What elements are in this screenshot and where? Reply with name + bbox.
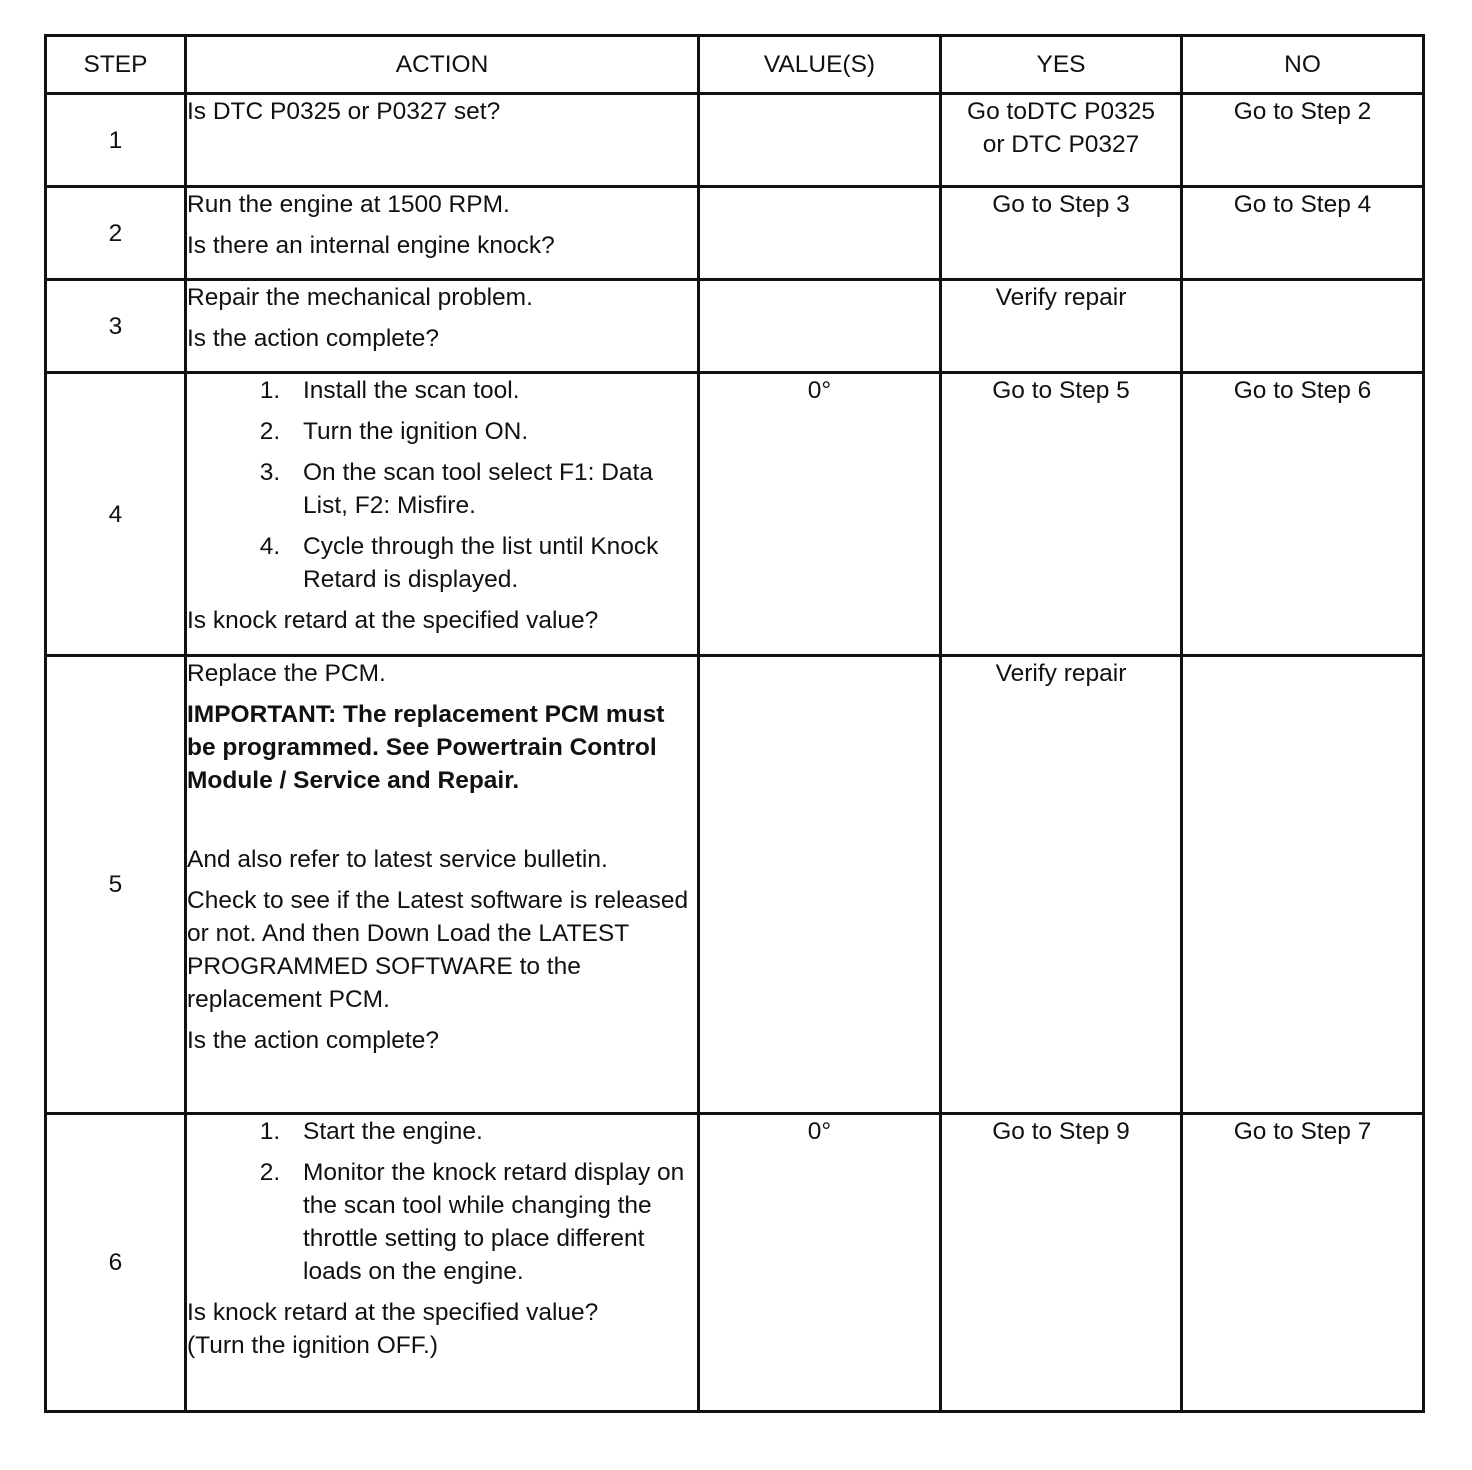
list-item: 3. On the scan tool select F1: Data List, F2: Misfire. [287, 456, 697, 522]
action-text: Replace the PCM. [187, 660, 386, 687]
table-row [46, 280, 1424, 373]
table-row [46, 656, 1424, 1114]
table-row [46, 187, 1424, 280]
action-list [187, 1115, 697, 1288]
no-cell [1182, 280, 1424, 373]
action-note: (Turn the ignition OFF.) [187, 1332, 438, 1359]
value-cell [699, 656, 941, 1114]
header-no: NO [1182, 36, 1424, 94]
value-cell [699, 280, 941, 373]
list-item: 1. Start the engine. [287, 1115, 697, 1148]
diagnostic-table [44, 34, 1425, 1413]
list-item: 1. Install the scan tool. [287, 374, 697, 407]
step-number: 4 [46, 373, 186, 656]
action-text: Is the action complete? [187, 325, 439, 352]
header-values: VALUE(S) [699, 36, 941, 94]
header-row [46, 36, 1424, 94]
action-cell [186, 656, 699, 1114]
value-cell: 0° [699, 1114, 941, 1412]
action-text: And also refer to latest service bulletin. [187, 846, 608, 873]
action-cell [186, 187, 699, 280]
action-question: Is the action complete? [187, 1027, 439, 1054]
important-note: IMPORTANT: The replacement PCM must be programmed. See Powertrain Control Module / Service and Repair. [187, 701, 665, 794]
yes-cell: Verify repair [941, 280, 1182, 373]
value-cell [699, 94, 941, 187]
table-row [46, 1114, 1424, 1412]
header-step: STEP [46, 36, 186, 94]
yes-cell [941, 94, 1182, 187]
step-number: 6 [46, 1114, 186, 1412]
action-question: Is knock retard at the specified value? [187, 1299, 599, 1326]
action-cell [186, 1114, 699, 1412]
yes-text: or DTC P0327 [982, 131, 1140, 158]
action-cell [186, 280, 699, 373]
yes-cell: Go to Step 5 [941, 373, 1182, 656]
yes-cell: Go to Step 3 [941, 187, 1182, 280]
step-number: 3 [46, 280, 186, 373]
table-row [46, 373, 1424, 656]
list-item: 2. Monitor the knock retard display on the scan tool while changing the throttle setting to place different loads on the engine. [287, 1156, 697, 1288]
action-text: Is there an internal engine knock? [187, 232, 555, 259]
list-item: 4. Cycle through the list until Knock Retard is displayed. [287, 530, 697, 596]
no-cell: Go to Step 7 [1182, 1114, 1424, 1412]
action-list [187, 374, 697, 596]
yes-cell: Go to Step 9 [941, 1114, 1182, 1412]
table-row [46, 94, 1424, 187]
action-text: Check to see if the Latest software is released or not. And then Down Load the LATEST PROGRAMMED SOFTWARE to the replacement PCM. [187, 887, 689, 1013]
step-number: 1 [46, 94, 186, 187]
header-yes: YES [941, 36, 1182, 94]
step-number: 2 [46, 187, 186, 280]
header-action: ACTION [186, 36, 699, 94]
no-cell [1182, 656, 1424, 1114]
step-number: 5 [46, 656, 186, 1114]
action-text: Is DTC P0325 or P0327 set? [187, 98, 501, 125]
yes-text: Go toDTC P0325 [967, 98, 1155, 125]
action-cell [186, 373, 699, 656]
value-cell: 0° [699, 373, 941, 656]
action-cell [186, 94, 699, 187]
action-text: Repair the mechanical problem. [187, 284, 533, 311]
no-cell: Go to Step 6 [1182, 373, 1424, 656]
value-cell [699, 187, 941, 280]
yes-cell: Verify repair [941, 656, 1182, 1114]
list-item: 2. Turn the ignition ON. [287, 415, 697, 448]
action-question: Is knock retard at the specified value? [187, 607, 599, 634]
action-text: Run the engine at 1500 RPM. [187, 191, 510, 218]
no-cell: Go to Step 4 [1182, 187, 1424, 280]
no-cell: Go to Step 2 [1182, 94, 1424, 187]
